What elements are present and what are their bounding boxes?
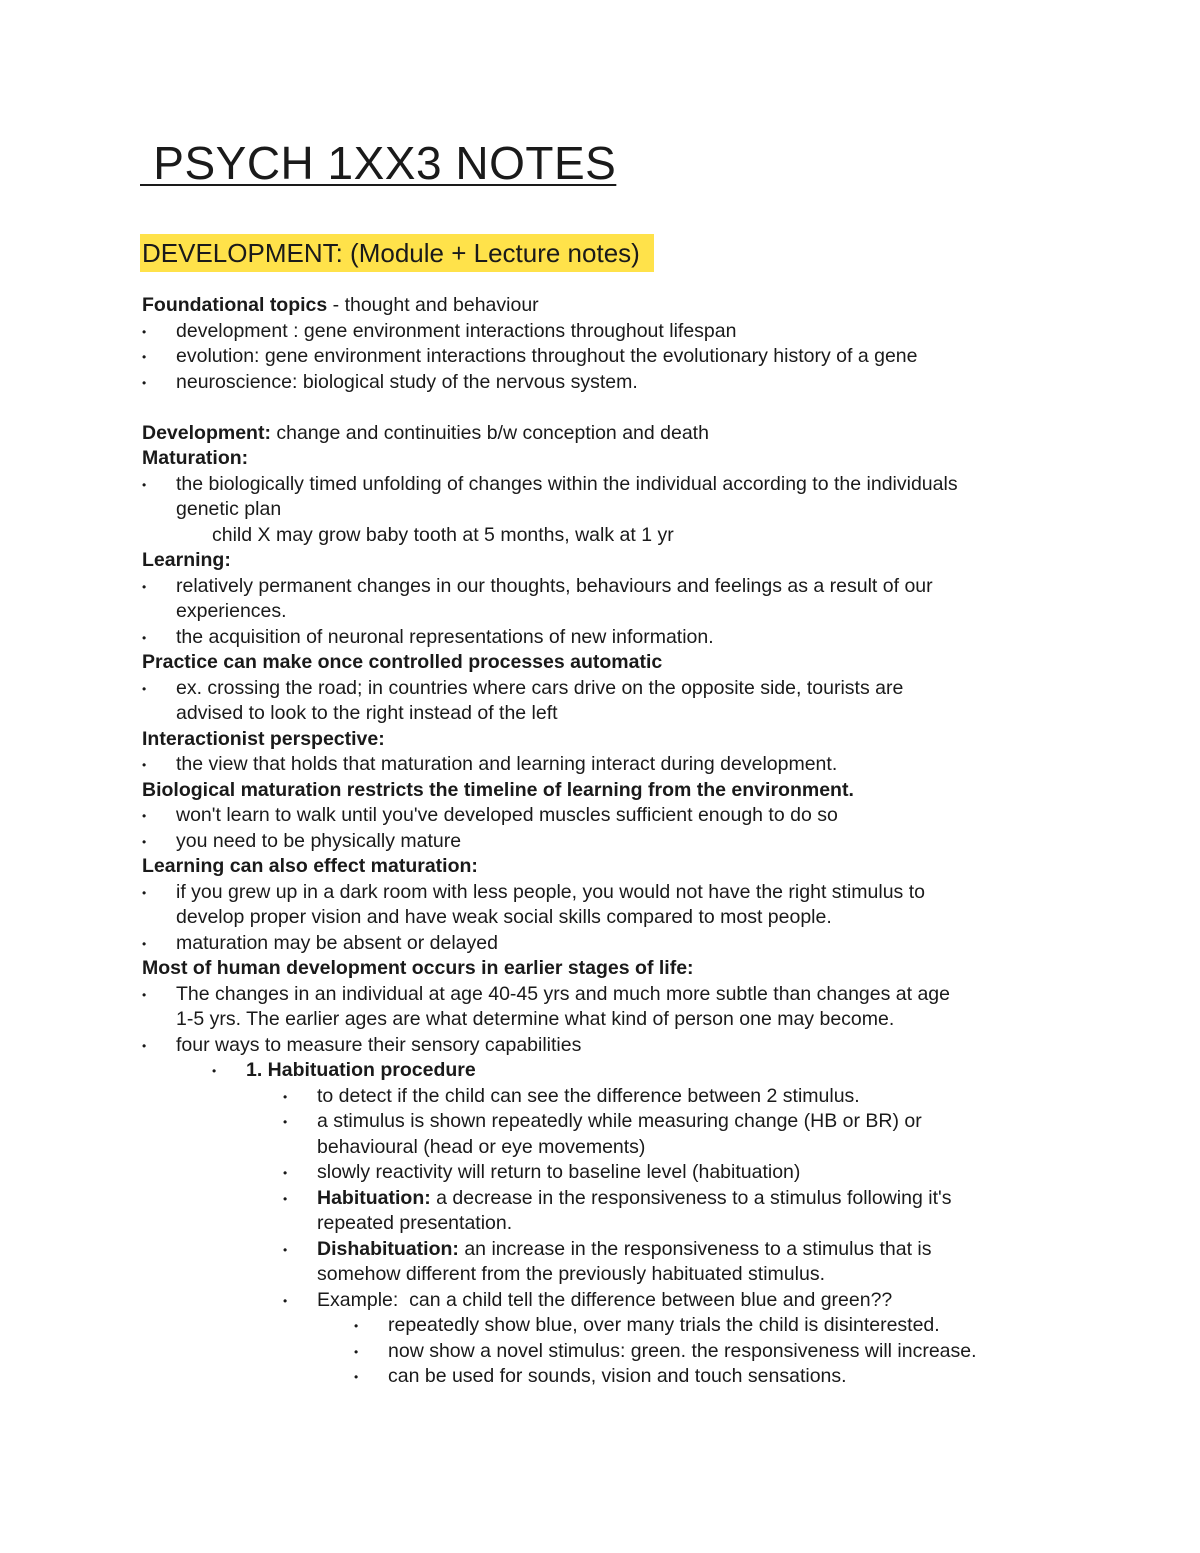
bullet-icon: •: [283, 1242, 288, 1257]
practice-heading: Practice can make once controlled processes automatic: [142, 651, 663, 673]
list-item-text: ex. crossing the road; in countries where cars drive on the opposite side, tourists are: [176, 676, 904, 699]
list-item: [142, 1084, 1142, 1110]
list-item: [142, 1058, 1142, 1084]
list-item: [142, 829, 1142, 855]
list-item-text: a stimulus is shown repeatedly while measuring change (HB or BR) or: [317, 1110, 922, 1132]
list-item-text: now show a novel stimulus: green. the responsiveness will increase.: [388, 1339, 977, 1362]
list-item-text: the biologically timed unfolding of changes within the individual according to the individuals: [176, 472, 958, 495]
foundational-topics-label: Foundational topics: [142, 294, 328, 316]
bullet-icon: •: [142, 630, 147, 645]
list-item: [142, 1364, 1142, 1390]
list-item-text: The changes in an individual at age 40-45 yrs and much more subtle than changes at age: [176, 982, 951, 1005]
foundational-topics-line: [142, 293, 1142, 319]
bullet-icon: •: [283, 1089, 288, 1104]
development-label: Development:: [142, 421, 271, 444]
list-item-continuation: advised to look to the right instead of the left: [176, 702, 558, 724]
list-item-text: if you grew up in a dark room with less people, you would not have the right stimulus to: [176, 880, 925, 903]
list-item-text: development : gene environment interactions throughout lifespan: [176, 319, 737, 342]
list-item: [142, 1109, 1142, 1135]
list-item: [142, 1313, 1142, 1339]
list-item: [142, 319, 1142, 345]
list-item: [142, 931, 1142, 957]
bullet-icon: •: [142, 375, 147, 390]
list-item-text: evolution: gene environment interactions throughout the evolutionary history of a gene: [176, 345, 918, 367]
list-item: [142, 370, 1142, 396]
biological-maturation-heading: Biological maturation restricts the timeline of learning from the environment.: [142, 778, 854, 801]
list-item: [142, 1339, 1142, 1365]
list-item-text: Example: can a child tell the difference between blue and green??: [317, 1288, 893, 1311]
bullet-icon: •: [283, 1293, 288, 1308]
dishabituation-term: Dishabituation:: [317, 1237, 459, 1260]
interactionist-heading: Interactionist perspective:: [142, 727, 385, 750]
list-item: [142, 1288, 1142, 1314]
list-item: [142, 1237, 1142, 1263]
bullet-icon: •: [142, 987, 147, 1002]
list-item: [142, 880, 1142, 906]
list-item: [142, 1033, 1142, 1059]
list-item-continuation: somehow different from the previously habituated stimulus.: [317, 1263, 825, 1285]
maturation-example: child X may grow baby tooth at 5 months, walk at 1 yr: [212, 523, 674, 546]
maturation-heading: Maturation:: [142, 447, 249, 469]
list-item-text: can be used for sounds, vision and touch sensations.: [388, 1365, 847, 1387]
bullet-icon: •: [142, 350, 147, 364]
list-item: [142, 676, 1142, 702]
bullet-icon: •: [142, 936, 147, 951]
human-development-heading: Most of human development occurs in earlier stages of life:: [142, 957, 694, 979]
bullet-icon: •: [212, 1064, 217, 1078]
list-item-text: a decrease in the responsiveness to a stimulus following it's: [430, 1186, 952, 1209]
bullet-icon: •: [354, 1370, 359, 1384]
list-item-continuation: behavioural (head or eye movements): [317, 1135, 646, 1158]
learning-effect-heading: Learning can also effect maturation:: [142, 855, 478, 877]
foundational-topics-text: - thought and behaviour: [327, 294, 539, 316]
list-item-continuation: genetic plan: [176, 498, 282, 520]
bullet-icon: •: [142, 809, 147, 823]
list-item-text: slowly reactivity will return to baseline level (habituation): [317, 1161, 801, 1183]
list-item: [142, 982, 1142, 1008]
list-item-text: the view that holds that maturation and learning interact during development.: [176, 753, 838, 775]
development-definition: [142, 421, 1142, 447]
section-heading-highlighted: DEVELOPMENT: (Module + Lecture notes): [140, 234, 654, 272]
spacer: [142, 395, 1142, 421]
development-text: change and continuities b/w conception and death: [270, 421, 709, 444]
bullet-icon: •: [142, 885, 147, 900]
list-item-text: you need to be physically mature: [176, 829, 462, 852]
bullet-icon: •: [142, 579, 147, 594]
bullet-icon: •: [142, 758, 147, 772]
bullet-icon: •: [142, 1038, 147, 1053]
list-item-text: the acquisition of neuronal representations of new information.: [176, 625, 714, 648]
bullet-icon: •: [354, 1344, 359, 1359]
notes-body: [142, 293, 1142, 1390]
list-item-continuation: experiences.: [176, 600, 287, 622]
list-item: [142, 752, 1142, 778]
list-item: [142, 803, 1142, 829]
bullet-icon: •: [142, 834, 147, 849]
list-item-continuation: repeated presentation.: [317, 1212, 513, 1234]
learning-heading: Learning:: [142, 549, 231, 571]
list-item-continuation: 1-5 yrs. The earlier ages are what determine what kind of person one may become.: [176, 1008, 895, 1030]
list-item: [142, 625, 1142, 651]
bullet-icon: •: [142, 681, 147, 696]
bullet-icon: •: [142, 324, 147, 339]
list-item-text: relatively permanent changes in our thoughts, behaviours and feelings as a result of our: [176, 574, 933, 597]
bullet-icon: •: [354, 1319, 359, 1333]
list-item-text: an increase in the responsiveness to a stimulus that is: [458, 1237, 932, 1260]
list-item-continuation: develop proper vision and have weak social skills compared to most people.: [176, 906, 832, 928]
list-item-text: to detect if the child can see the difference between 2 stimulus.: [317, 1084, 860, 1107]
habituation-term: Habituation:: [317, 1186, 431, 1209]
list-item-text: four ways to measure their sensory capabilities: [176, 1033, 582, 1056]
bullet-icon: •: [283, 1166, 288, 1180]
list-item: [142, 1186, 1142, 1212]
bullet-icon: •: [283, 1191, 288, 1206]
habituation-procedure-heading: 1. Habituation procedure: [246, 1059, 476, 1081]
list-item: [142, 344, 1142, 370]
list-item: [142, 1160, 1142, 1186]
list-item-text: won't learn to walk until you've developed muscles sufficient enough to do so: [176, 804, 838, 826]
bullet-icon: •: [142, 477, 147, 492]
list-item-text: maturation may be absent or delayed: [176, 931, 498, 954]
document-title: PSYCH 1XX3 NOTES: [140, 137, 617, 189]
list-item-text: neuroscience: biological study of the nervous system.: [176, 370, 638, 393]
bullet-icon: •: [283, 1115, 288, 1129]
list-item-text: repeatedly show blue, over many trials the child is disinterested.: [388, 1314, 940, 1336]
list-item: [142, 574, 1142, 600]
list-item: [142, 472, 1142, 498]
